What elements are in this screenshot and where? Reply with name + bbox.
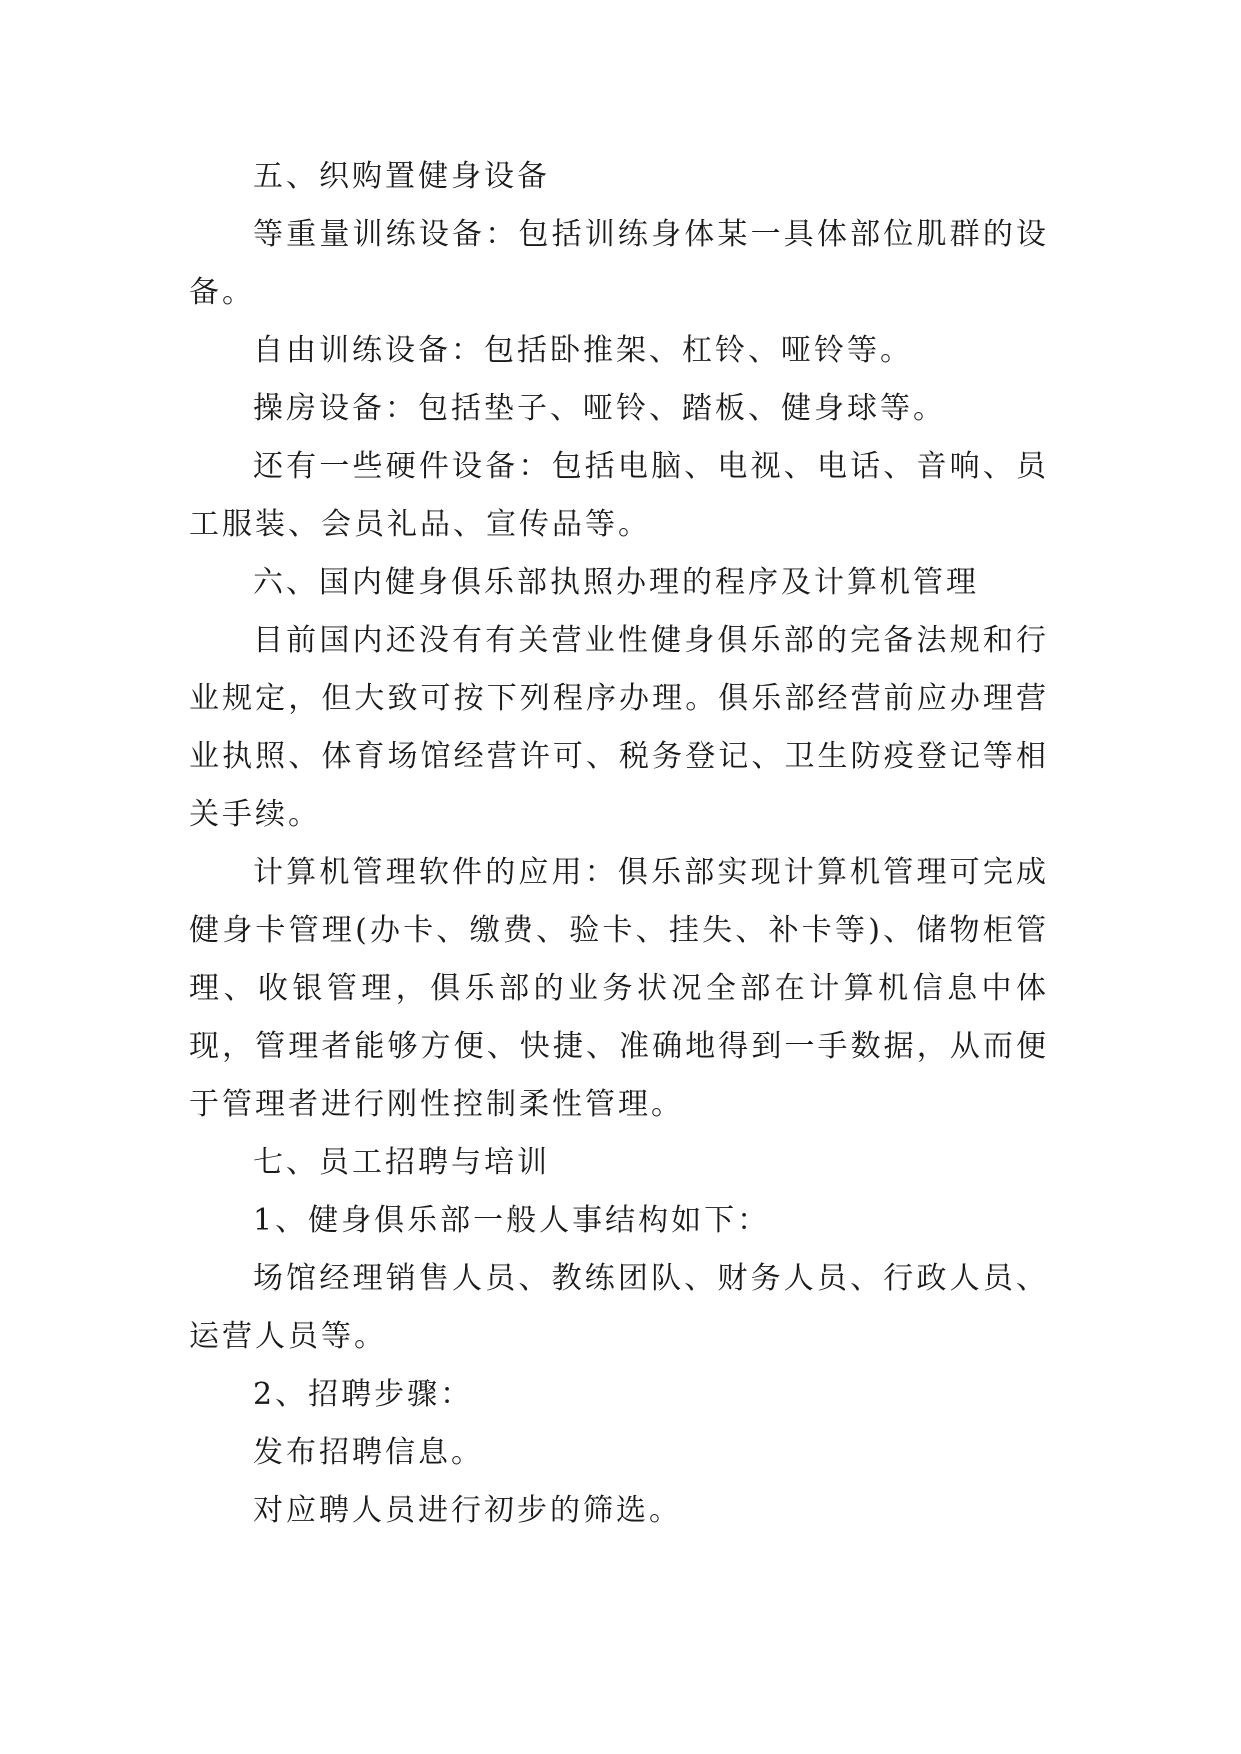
paragraph: 操房设备：包括垫子、哑铃、踏板、健身球等。 [253,391,946,426]
document-body [189,148,1049,1540]
section-heading-6: 六、国内健身俱乐部执照办理的程序及计算机管理 [253,565,979,600]
paragraph: 还有一些硬件设备：包括电脑、电视、电话、音响、员工服装、会员礼品、宣传品等。 [189,449,1049,542]
section-heading-7: 七、员工招聘与培训 [253,1145,550,1180]
paragraph: 计算机管理软件的应用：俱乐部实现计算机管理可完成健身卡管理(办卡、缴费、验卡、挂失、补卡等)、储物柜管理、收银管理，俱乐部的业务状况全部在计算机信息中体现，管理者能够方便、快捷、准确地得到一手数据，从而便于管理者进行刚性控制柔性管理。 [189,855,1049,1122]
paragraph: 目前国内还没有有关营业性健身俱乐部的完备法规和行业规定，但大致可按下列程序办理。俱乐部经营前应办理营业执照、体育场馆经营许可、税务登记、卫生防疫登记等相关手续。 [189,623,1049,832]
paragraph: 发布招聘信息。 [253,1435,484,1470]
paragraph: 场馆经理销售人员、教练团队、财务人员、行政人员、运营人员等。 [189,1261,1049,1354]
paragraph: 2、招聘步骤： [253,1377,474,1412]
paragraph: 对应聘人员进行初步的筛选。 [253,1493,682,1528]
paragraph: 自由训练设备：包括卧推架、杠铃、哑铃等。 [253,333,913,368]
paragraph: 等重量训练设备：包括训练身体某一具体部位肌群的设备。 [189,217,1049,310]
section-heading-5: 五、织购置健身设备 [253,159,550,194]
paragraph: 1、健身俱乐部一般人事结构如下： [253,1203,771,1238]
